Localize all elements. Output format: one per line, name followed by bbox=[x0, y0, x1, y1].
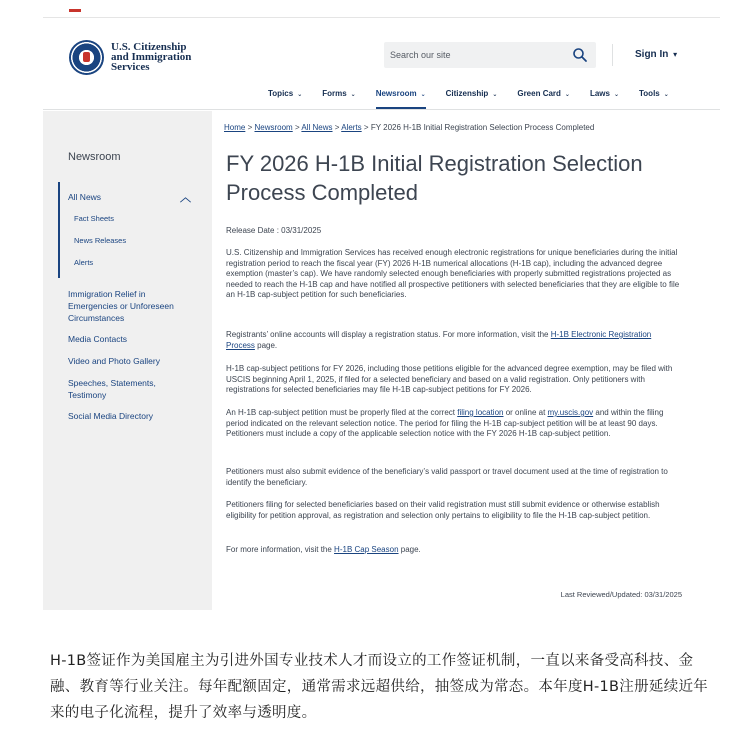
breadcrumb bbox=[224, 123, 594, 132]
article-paragraph-6: Petitioners filing for selected beneficiaries based on their valid registration must still submit evidence or otherwise establish eligibility for petition approval, as registration and selection only pertains to eligibility to file the H-1B cap-subject petition. bbox=[226, 500, 660, 520]
main-navigation bbox=[268, 89, 689, 109]
breadcrumb-separator: > bbox=[334, 123, 340, 132]
header-divider bbox=[612, 44, 613, 66]
search-box bbox=[384, 42, 596, 68]
breadcrumb-home[interactable]: Home bbox=[224, 123, 246, 132]
chevron-down-icon: ⌄ bbox=[663, 92, 669, 98]
nav-label: Laws bbox=[589, 89, 610, 98]
paragraph-text: An H-1B cap-subject petition must be properly filed at the correct bbox=[226, 408, 458, 417]
article-paragraph-5: Petitioners must also submit evidence of the beneficiary’s valid passport or travel document used at the time of registration to identify the beneficiary. bbox=[226, 467, 668, 487]
h1b-electronic-registration-link[interactable]: H-1B Electronic Registration Process bbox=[226, 330, 652, 350]
chevron-down-icon: ⌄ bbox=[420, 92, 426, 98]
filing-location-link[interactable]: filing location bbox=[457, 408, 504, 417]
chevron-down-icon: ⌄ bbox=[564, 92, 570, 98]
chevron-down-icon: ⌄ bbox=[297, 92, 303, 98]
sidebar-item-fact-sheets[interactable]: Fact Sheets bbox=[74, 214, 115, 223]
chevron-up-icon[interactable]: ︿ bbox=[180, 192, 191, 204]
agency-name-line-1: U.S. Citizenship bbox=[111, 41, 187, 53]
nav-topics[interactable] bbox=[268, 89, 302, 109]
page-title: FY 2026 H-1B Initial Registration Selection Process Completed bbox=[226, 151, 643, 205]
breadcrumb-separator: > bbox=[247, 123, 253, 132]
breadcrumb-current: FY 2026 H-1B Initial Registration Selection Process Completed bbox=[370, 123, 595, 132]
article-paragraph-1: U.S. Citizenship and Immigration Services has received enough electronic registrations for unique beneficiaries during the initial registration period to reach the fiscal year (FY) 2026 H-1B numerical allocations (H-1B cap), including the advanced degree exemption (master’s cap). We have randomly selected enough beneficiaries with properly submitted registrations projected as needed to reach the H-1B cap and have notified all prospective petitioners with selected beneficiaries that they are eligible to file an H-1B cap-subject petition for such beneficiaries. bbox=[226, 248, 680, 299]
paragraph-text: and within the filing period indicated on the relevant selection notice. The period for filing the H-1B cap-subject petition will be at least 90 days. Petitioners must include a copy of the applicable selection notice with the FY 2026 H-1B cap-subject petition. bbox=[226, 408, 664, 438]
chevron-down-icon: ▾ bbox=[673, 50, 678, 59]
sidebar-all-news-group bbox=[58, 182, 199, 278]
sidebar-item-social-media-directory[interactable]: Social Media Directory bbox=[68, 411, 154, 421]
chevron-down-icon: ⌄ bbox=[492, 92, 498, 98]
breadcrumb-alerts[interactable]: Alerts bbox=[341, 123, 362, 132]
nav-label: Citizenship bbox=[445, 89, 489, 98]
h1b-cap-season-link[interactable]: H-1B Cap Season bbox=[334, 545, 399, 554]
nav-label: Green Card bbox=[517, 89, 561, 98]
paragraph-text: page. bbox=[398, 545, 421, 554]
release-date: Release Date : 03/31/2025 bbox=[226, 226, 322, 235]
article-caption-text: H-1B签证作为美国雇主为引进外国专业技术人才而设立的工作签证机制，一直以来备受高科技、金融、教育等行业关注。每年配额固定，通常需求远超供给，抽签成为常态。本年度H-1B注册延续近年来的电子化流程，提升了效率与透明度。 bbox=[50, 653, 709, 721]
nav-label: Topics bbox=[268, 89, 294, 98]
agency-name-line-3: Services bbox=[111, 61, 150, 73]
article-paragraph-3: H-1B cap-subject petitions for FY 2026, including those petitions eligible for the advanced degree exemption, may be filed with USCIS beginning April 1, 2025, if filed for a selected beneficiary and based on a valid registration. Only petitioners with registrations for selected beneficiaries may file H-1B cap-subject petitions for FY 2026. bbox=[226, 364, 673, 394]
sidebar-item-immigration-relief[interactable]: Immigration Relief in Emergencies or Unforeseen Circumstances bbox=[68, 289, 174, 323]
search-icon[interactable] bbox=[572, 47, 588, 63]
nav-tools[interactable] bbox=[639, 89, 669, 109]
sign-in-button[interactable] bbox=[635, 49, 677, 60]
last-reviewed-date: Last Reviewed/Updated: 03/31/2025 bbox=[560, 590, 682, 599]
agency-name-line-2: and Immigration bbox=[111, 51, 192, 63]
nav-newsroom[interactable] bbox=[376, 89, 426, 109]
my-uscis-link[interactable]: my.uscis.gov bbox=[547, 408, 594, 417]
sidebar-item-media-contacts[interactable]: Media Contacts bbox=[68, 334, 128, 344]
sidebar-item-speeches[interactable]: Speeches, Statements, Testimony bbox=[68, 378, 156, 400]
paragraph-text: Registrants’ online accounts will display a registration status. For more information, visit the bbox=[226, 330, 551, 339]
newsroom-sidebar bbox=[43, 111, 212, 610]
nav-green-card[interactable] bbox=[517, 89, 570, 109]
top-banner-strip bbox=[43, 0, 720, 18]
sidebar-item-all-news[interactable] bbox=[60, 182, 199, 212]
sign-in-label: Sign In bbox=[635, 49, 669, 60]
nav-label: Newsroom bbox=[375, 89, 417, 98]
agency-name-logo[interactable] bbox=[111, 42, 221, 72]
paragraph-text: or online at bbox=[503, 408, 548, 417]
sidebar-item-label: All News bbox=[68, 192, 102, 202]
article-paragraph-4 bbox=[226, 408, 680, 440]
sidebar-title: Newsroom bbox=[68, 151, 121, 163]
breadcrumb-separator: > bbox=[294, 123, 300, 132]
nav-laws[interactable] bbox=[590, 89, 619, 109]
chevron-down-icon: ⌄ bbox=[350, 92, 356, 98]
breadcrumb-all-news[interactable]: All News bbox=[301, 123, 333, 132]
chevron-down-icon: ⌄ bbox=[613, 92, 619, 98]
article-paragraph-2 bbox=[226, 330, 680, 351]
dhs-seal-logo[interactable] bbox=[69, 40, 104, 75]
search-input[interactable] bbox=[384, 42, 564, 68]
sidebar-item-news-releases[interactable]: News Releases bbox=[74, 236, 127, 245]
paragraph-text: For more information, visit the bbox=[226, 545, 335, 554]
nav-forms[interactable] bbox=[322, 89, 355, 109]
article-main bbox=[212, 111, 720, 610]
breadcrumb-newsroom[interactable]: Newsroom bbox=[254, 123, 293, 132]
site-header bbox=[43, 18, 720, 110]
us-flag-icon bbox=[69, 9, 81, 12]
sidebar-item-alerts[interactable]: Alerts bbox=[74, 258, 94, 267]
sidebar-item-video-photo-gallery[interactable]: Video and Photo Gallery bbox=[68, 356, 160, 366]
nav-label: Forms bbox=[322, 89, 347, 98]
nav-label: Tools bbox=[639, 89, 660, 98]
paragraph-text: page. bbox=[254, 340, 278, 350]
nav-citizenship[interactable] bbox=[446, 89, 498, 109]
breadcrumb-separator: > bbox=[363, 123, 369, 132]
article-paragraph-7 bbox=[226, 545, 680, 556]
